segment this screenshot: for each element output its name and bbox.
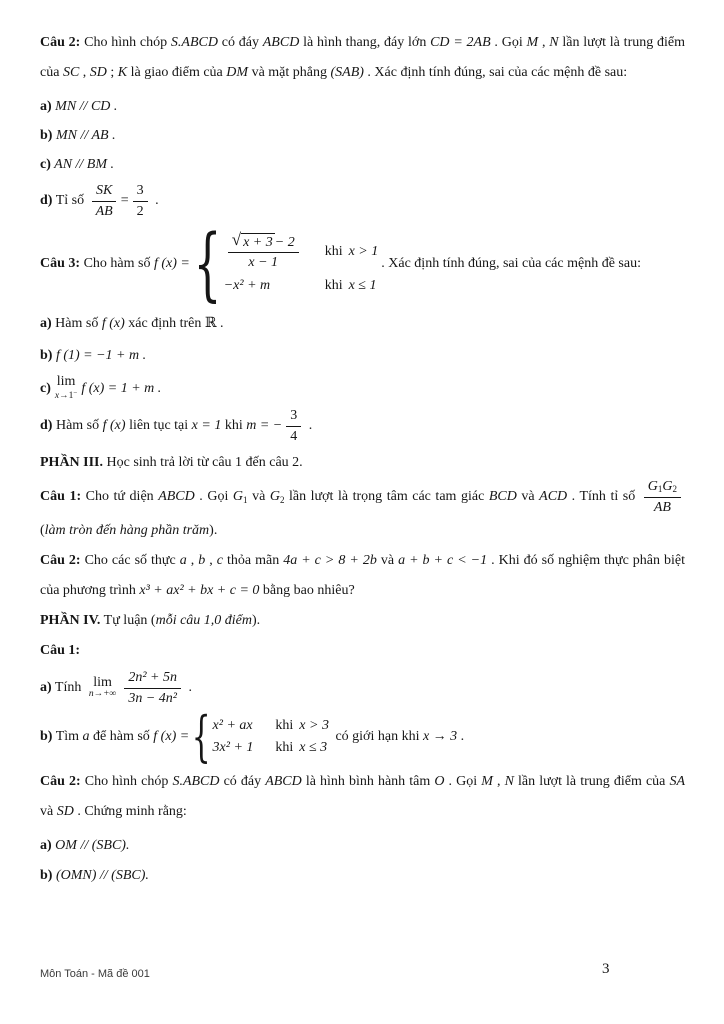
math-run: f (x) = 1 + m . (81, 381, 162, 396)
piecewise-function (191, 705, 329, 768)
statement-a (40, 92, 685, 121)
fraction-denominator: AB (653, 499, 671, 515)
math-run: x (54, 391, 60, 402)
text-run: bằng bao nhiêu? (259, 583, 355, 598)
math-run: SD (56, 804, 74, 819)
math-run: SA (669, 774, 686, 789)
math-run: x ≤ 1 (348, 277, 377, 293)
statement-b (40, 121, 685, 150)
fraction (228, 229, 299, 272)
statement-label: a) (40, 99, 52, 114)
lim-subscript (55, 390, 77, 402)
text-run: . Chứng minh rằng: (73, 804, 187, 819)
statement-label: a) (40, 680, 52, 696)
math-run: x = 1 (191, 418, 222, 434)
fraction (92, 182, 117, 220)
piecewise-expr-1 (213, 717, 253, 736)
math-run: f (x) (101, 316, 125, 331)
text-run: , (492, 774, 505, 789)
math-run: G (647, 479, 658, 494)
math-run: − 2 (274, 234, 295, 250)
text-run: ). (209, 523, 218, 538)
subscript: 2 (672, 484, 678, 495)
math-run: M (481, 774, 493, 789)
statement-label: c) (40, 381, 51, 396)
math-run: BCD (488, 489, 517, 505)
math-run: a (179, 553, 187, 568)
text-run: và (376, 553, 399, 568)
statement-b (40, 860, 685, 892)
part-3-header (40, 448, 685, 478)
question-label: Câu 1: (40, 489, 82, 505)
radical-icon: √ (231, 229, 242, 249)
text-run: lần lượt là trung điểm của (513, 774, 670, 789)
part3-question-2 (40, 546, 685, 606)
text-run: . (151, 193, 159, 209)
text-run: , (79, 65, 90, 80)
text-run: Cho hình chóp (80, 35, 171, 50)
math-run: x → 3 (422, 729, 458, 745)
question-label: Câu 2: (40, 553, 81, 568)
question-label: Câu 1: (40, 643, 81, 658)
fraction-numerator: SK (92, 182, 116, 202)
part-label: PHẦN III. (40, 455, 104, 470)
text-run: để hàm số (89, 729, 154, 745)
text-run: và (247, 489, 270, 505)
piecewise-cond-1 (325, 243, 379, 262)
text-run: Hàm số (51, 316, 102, 331)
statement-d (40, 182, 685, 220)
math-run: CD = 2AB (430, 35, 491, 50)
statement-label: a) (40, 316, 52, 331)
left-brace: { (193, 217, 222, 310)
text-run: và (516, 489, 540, 505)
text-run: . (184, 680, 192, 696)
part4-q1-a (40, 669, 685, 707)
statement-label: b) (40, 128, 53, 143)
text-run: , (538, 35, 550, 50)
math-run: b (198, 553, 206, 568)
math-run: →1 (59, 391, 74, 402)
math-run: (OMN) // (SBC). (52, 868, 149, 883)
piecewise-rows (213, 717, 329, 758)
statement-label: a) (40, 838, 52, 853)
footer-subject-code: Môn Toán - Mã đề 001 (40, 968, 150, 980)
part4-q1-b (40, 705, 685, 768)
text-run: là hình bình hành tâm (301, 774, 435, 789)
fraction-denominator: 3n − 4n² (128, 690, 177, 706)
math-run: S.ABCD (170, 35, 218, 50)
left-brace: { (191, 705, 211, 768)
math-run: DM (226, 65, 249, 80)
text-run: Cho hình chóp (80, 774, 173, 789)
math-run: x ≤ 3 (299, 739, 328, 755)
math-run: 4a + c > 8 + 2b (283, 553, 377, 568)
fraction-denominator: x − 1 (248, 255, 279, 271)
subscript: 2 (279, 495, 285, 506)
question-label: Câu 2: (40, 774, 81, 789)
fraction (133, 182, 148, 220)
math-run: K (117, 65, 128, 80)
math-run: ABCD (158, 489, 195, 505)
limit-operator (89, 676, 116, 701)
text-run: Học sinh trả lời từ câu 1 đến câu 2. (103, 455, 303, 470)
khi-word: khi (275, 739, 294, 755)
math-run: MN // AB . (52, 128, 116, 143)
math-run: S.ABCD (172, 774, 220, 789)
math-run: G (232, 489, 244, 505)
fraction-numerator: 2n² + 5n (124, 669, 181, 689)
italic-note: mỗi câu 1,0 điểm (155, 613, 253, 628)
statement-label: d) (40, 193, 53, 209)
equals-sign: = (120, 193, 129, 209)
math-run: x > 1 (348, 243, 379, 259)
text-run: . Xác định tính đúng, sai của các mệnh đề sau: (381, 256, 641, 272)
math-run: x³ + ax² + bx + c = 0 (139, 583, 260, 598)
math-run: a + b + c < −1 (398, 553, 488, 568)
text-run: có giới hạn khi (331, 729, 423, 745)
question-label: Câu 2: (40, 35, 81, 50)
math-run: c (216, 553, 223, 568)
text-run: . (305, 418, 313, 434)
statement-c (40, 374, 685, 404)
italic-note: làm tròn đến hàng phần trăm (44, 523, 210, 538)
real-numbers-symbol: ℝ (204, 316, 217, 331)
part4-question-1-label (40, 636, 685, 666)
text-run: Cho hàm số (80, 256, 154, 272)
text-run: . (457, 729, 465, 745)
text-run: . Gọi (490, 35, 527, 50)
math-run: f (x) = (153, 729, 190, 745)
khi-word: khi (324, 243, 343, 259)
limit-operator (55, 375, 77, 402)
text-run: , (186, 553, 199, 568)
question-2-intro (40, 28, 685, 88)
text-run: ). (252, 613, 261, 628)
text-run: liên tục tại (125, 418, 192, 434)
radicand: x + 3 (243, 234, 273, 250)
math-run: (SAB) (330, 65, 364, 80)
math-run: m = − (246, 418, 283, 434)
fraction-denominator: 4 (290, 428, 298, 444)
text-run: có đáy (219, 774, 266, 789)
text-run: , (205, 553, 217, 568)
statement-d (40, 407, 685, 445)
statement-a (40, 308, 685, 340)
math-run: ACD (539, 489, 568, 505)
lim-subscript: n→+∞ (88, 689, 117, 700)
statement-label: d) (40, 418, 53, 434)
fraction-numerator: 3 (133, 182, 148, 202)
sqrt-expression (231, 229, 275, 252)
text-run: là giao điểm của (127, 65, 227, 80)
text-run: Tự luận ( (100, 613, 156, 628)
fraction (286, 407, 301, 445)
fraction (124, 669, 181, 707)
math-run: O (434, 774, 445, 789)
text-run: khi (221, 418, 247, 434)
part3-question-1 (40, 478, 685, 546)
minus-superscript: − (73, 389, 78, 398)
math-run: SD (89, 65, 107, 80)
math-run: f (x) = (153, 256, 190, 272)
math-run: x > 3 (299, 717, 329, 733)
math-run: ABCD (262, 35, 300, 50)
text-run: . Gọi (194, 489, 233, 505)
piecewise-function (193, 217, 379, 310)
text-run: lần lượt là trọng tâm các tam giác (284, 489, 489, 505)
part-label: PHẦN IV. (40, 613, 101, 628)
math-run: G (662, 479, 673, 494)
text-run: ( (40, 523, 45, 538)
math-run: SC (62, 65, 80, 80)
lim-word: lim (93, 674, 112, 690)
math-run: G (269, 489, 280, 505)
math-run: N (504, 774, 514, 789)
statement-a (40, 831, 685, 860)
khi-word: khi (324, 277, 343, 293)
question-label: Câu 3: (40, 256, 81, 272)
fraction-denominator: 2 (136, 203, 144, 219)
piecewise-cond-1 (275, 717, 329, 736)
math-run: AN // BM . (50, 157, 115, 172)
math-run: N (549, 35, 559, 50)
text-run: ; (106, 65, 118, 80)
statement-label: b) (40, 348, 53, 363)
piecewise-cond-2 (275, 739, 327, 758)
text-run: có đáy (217, 35, 263, 50)
math-run: a (82, 729, 90, 745)
piecewise-rows (223, 229, 379, 296)
text-run: lần lượt là trung điểm của (40, 35, 685, 80)
text-run: Hàm số (52, 418, 103, 434)
math-run: −x² + m (223, 277, 271, 293)
statement-label: b) (40, 729, 53, 745)
subscript: 1 (657, 484, 663, 495)
text-run: và mặt phẳng (248, 65, 331, 80)
statement-label: c) (40, 157, 51, 172)
text-run: Tính (51, 680, 85, 696)
question-3-intro (40, 217, 685, 310)
text-run: . Gọi (444, 774, 482, 789)
part-4-header (40, 606, 685, 636)
text-run: và (40, 804, 57, 819)
text-run: Tìm (52, 729, 83, 745)
math-run: 3x² + 1 (212, 739, 254, 755)
text-run: thỏa mãn (222, 553, 284, 568)
fraction-numerator (644, 478, 681, 498)
fraction (644, 478, 681, 516)
text-run: Cho các số thực (80, 553, 180, 568)
text-run: . Tính tỉ số (567, 489, 640, 505)
khi-word: khi (275, 717, 294, 733)
statement-c (40, 150, 685, 179)
text-run: . (216, 316, 224, 331)
subscript: 1 (243, 495, 248, 506)
math-run: x² + ax (212, 717, 253, 733)
text-run: Tỉ số (52, 193, 88, 209)
lim-word: lim (56, 374, 76, 390)
fraction-denominator: AB (95, 203, 113, 219)
math-run: OM // (SBC). (51, 838, 130, 853)
statement-label: b) (40, 868, 53, 883)
text-run: Cho tứ diện (81, 489, 159, 505)
math-run: MN // CD . (51, 99, 118, 114)
fraction-numerator (228, 229, 299, 254)
math-run: M (526, 35, 539, 50)
text-run: là hình thang, đáy lớn (299, 35, 431, 50)
piecewise-expr-1 (224, 229, 303, 272)
statement-b (40, 340, 685, 372)
math-run: f (x) (102, 418, 126, 434)
part4-question-2 (40, 767, 685, 827)
piecewise-expr-2 (224, 277, 270, 296)
page-number: 3 (602, 961, 610, 977)
text-run: . Xác định tính đúng, sai của các mệnh đề sau: (363, 65, 628, 80)
text-run: . Khi đó số nghiệm thực phân biệt của phương trình (40, 553, 686, 598)
piecewise-cond-2 (325, 277, 377, 296)
piecewise-expr-2 (213, 739, 254, 758)
math-run: ABCD (265, 774, 302, 789)
fraction-numerator: 3 (286, 407, 301, 427)
math-run: f (1) = −1 + m . (52, 348, 147, 363)
text-run: xác định trên (124, 316, 205, 331)
exam-content (40, 28, 685, 892)
